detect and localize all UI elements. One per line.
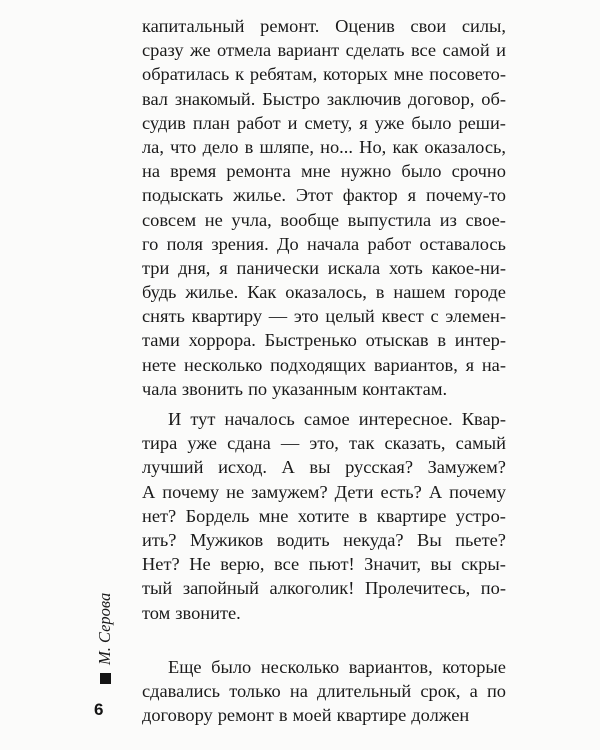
text-line: Еще было несколько вариантов, которые [168,656,506,677]
text-line: Нет? Не верю, все пьют! Значит, вы скры- [142,554,506,575]
text-line: тира уже сдана — это, так сказать, самый [142,433,506,454]
page-number: 6 [94,700,104,719]
text-line: сдавались только на длительный срок, а по [142,680,506,701]
text-line: лучший исход. А вы русская? Замужем? [142,457,506,478]
text-line: подыскать жилье. Этот фактор я почему-то [142,185,506,206]
author-name: М. Серова [95,592,114,665]
paragraph [142,655,506,728]
text-line: нете несколько подходящих вариантов, я на- [142,354,506,375]
text-line: совсем не учла, вообще выпустила из свое- [142,209,506,230]
text-line: тый запойный алкоголик! Пролечитесь, по- [142,578,506,599]
text-line: чала звонить по указанным контактам. [142,378,448,399]
text-line: обратилась к ребятам, которых мне посовето- [142,64,506,85]
text-line: сразу же отмела вариант сделать все самой и [142,40,506,61]
text-line: том звоните. [142,602,241,623]
text-line: А почему не замужем? Дети есть? А почему [142,481,506,502]
text-line: ла, что дело в шляпе, но... Но, как оказалось, [142,136,506,157]
text-line: на время ремонта мне нужно было срочно [142,161,506,182]
paragraph-gap [142,625,506,655]
text-line: тами хоррора. Быстренько отыскав в интер- [142,330,506,351]
text-line: три дня, я панически искала хоть какое-ни- [142,257,506,278]
text-line: договору ремонт в моей квартире должен [142,705,470,726]
text-line: нет? Бордель мне хотите в квартире устро- [142,505,506,526]
running-head [96,576,114,684]
text-line: И тут началось самое интересное. Квар- [168,409,506,429]
paragraph [142,14,506,401]
text-line: го поля зрения. До начала работ оставалось [142,233,506,254]
body-text [142,14,506,727]
text-line: вал знакомый. Быстро заключив договор, об- [142,88,506,109]
paragraph [142,407,506,625]
text-line: судив план работ и смету, я уже было реши- [142,112,506,133]
text-line: ить? Мужиков водить некуда? Вы пьете? [142,529,506,550]
text-line: снять квартиру — это целый квест с элемен- [142,306,506,327]
black-square-icon [100,673,111,684]
text-line: капитальный ремонт. Оценив свои силы, [142,16,506,36]
text-line: будь жилье. Как оказалось, в нашем городе [142,282,506,303]
